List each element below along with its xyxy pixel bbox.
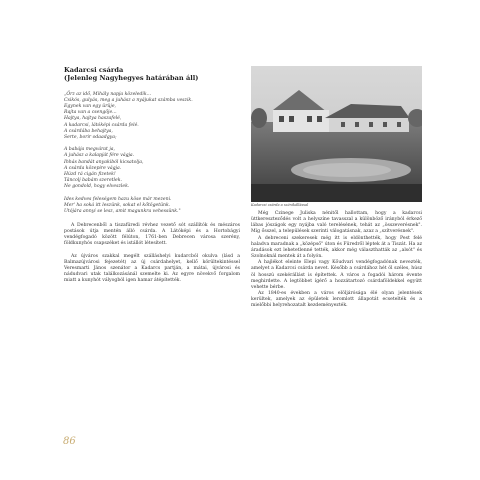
paragraph: Az 1840-es években a város elöljárósága élé olyan jelentések kerültek, amelyek az épületek leromlott állapotát ecsetelték és a mielőbbi helyrehozatalt kezdeményezték. xyxy=(251,291,422,309)
poem-line: Mer' ha soká itt leszünk, sokat el kőtögetünk. xyxy=(64,202,171,208)
poem-line: Ihhás bandát anyakiból kicsatolja, xyxy=(64,159,144,165)
poem-stanza xyxy=(64,147,240,190)
poem-line: Rajta van a csengője... xyxy=(64,110,117,116)
poem-stanza xyxy=(64,92,240,141)
poem-line: Utójára annyi se lesz, amit magunkra vehessünk." xyxy=(64,208,181,214)
left-body-text xyxy=(64,223,240,284)
title-subtitle: (Jelenleg Nagyhegyes határában áll) xyxy=(64,74,199,83)
poem-line: A csárda közepire vágja. xyxy=(64,165,122,171)
right-body-text xyxy=(251,211,422,310)
poem-line: Csikós, gulyás, meg a juhász a nyájukat számba veszik. xyxy=(64,97,193,103)
paragraph: A debreceni szekeresek még itt is eldönthették, hogy Pest felé haladva maradnak a „középső" úton és Füredről léptek át a Tiszát. Ha az áradások ezt lehetetlenné tették, akkor még választhatták az „alsót" és Szolnoknál mentek át a folyón. xyxy=(251,235,422,260)
poem-line: Táncolj babám szeretlek. xyxy=(64,178,122,184)
title-line: Kadarcsi csárda xyxy=(64,66,124,74)
poem-line: Serte, borir odaadgya; xyxy=(64,134,117,140)
left-column xyxy=(64,66,240,284)
photo-caption: Kadarcsi csárda a szénikállással xyxy=(251,203,309,207)
poem-line: Húzd rá cigán fizetek! xyxy=(64,171,116,177)
paragraph: A Debrecenből a tiszafüredi révhez vezető sót szállítók és mészáros postások útja mentén álló csárda. A Látóképi és a Hortobágyi vendégfogadó között félúton, 1761-ben Debrecen városa szerény, földkunyhós csapszéket és istállót létesített. xyxy=(64,223,240,247)
poem-stanza xyxy=(64,197,240,215)
poem-line: „Őrz az idő, Mihály napja közeledik... xyxy=(64,91,152,97)
poem-line: Egynek van egy ürüje, xyxy=(64,104,116,110)
poem-line: A kadarcsi, látóképi csárda felé. xyxy=(64,122,139,128)
section-title xyxy=(64,66,240,83)
csarda-photo xyxy=(251,66,422,202)
poem-line: Ne gondold, hogy elveszlek. xyxy=(64,184,130,190)
paragraph: Az újváros szakkal megélt szálláshelyi kudarcból okulva (lásd a Balmazújvárosi fejezetét) az új csárdahelyet, kellő körültekintéssel Veresmarti János szenátor a Kadarcs partján, a mátai, újvárosi és nádudvari utak találkozásánál szemelte ki. Az egyre növekvő forgalom miatt a kunyhót vályogból igen hamar átépítették. xyxy=(64,253,240,284)
poem-line: A juhász a kalapját fére vágja. xyxy=(64,153,135,159)
folk-poem xyxy=(64,92,240,215)
poem-line: A babája megvárat ja, xyxy=(64,147,115,153)
poem-line: Ides kedves feleségem hazu köse már mezeni. xyxy=(64,196,172,202)
poem-line: A csárdába behajtya, xyxy=(64,128,113,134)
poem-line: Hajtya, hajtya haszafelé, xyxy=(64,116,122,122)
paragraph: A hajlékot eleinte Elepi vagy Kőudvari vendégfogadónak nevezték, amelyet a Kadarcsi csárda nevet. Később a csárdához hét öl széles, húsz öl hosszú szekérállást is építettek. A város a fogadói három évente meghirdette. A legtöbbet ígérő a hozzátartozó csárdaföldekkel együtt vehette bérbe. xyxy=(251,260,422,290)
paragraph: Még Czinege Juliska nénitől hallottam, hogy a kadarcsi üttkereszteződés volt a helyszíne tavasszal a különböző irányból érkező lábas jószágok egy nyájba való terelésének, tehát az „összeverésnek". Míg ősszel, a települések szerinti válogatásnak, azaz a „szítverésnek". xyxy=(251,211,422,235)
page-number: 86 xyxy=(63,436,76,447)
